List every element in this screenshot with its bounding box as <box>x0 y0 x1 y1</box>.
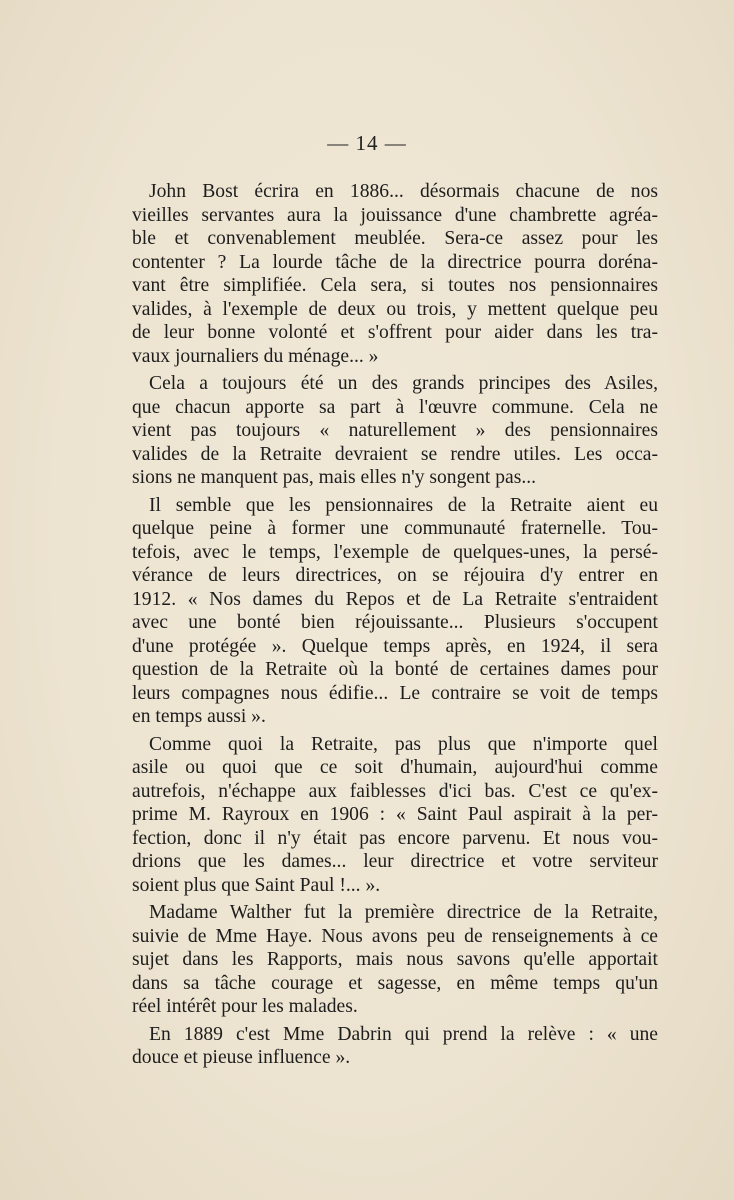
text-line: vérance de leurs directrices, on se réjouira d'y entrer en <box>132 565 658 586</box>
text-line: 1912. « Nos dames du Repos et de La Retraite s'entraident <box>132 588 658 610</box>
page-number: — 14 — <box>327 131 407 155</box>
text-line: dans sa tâche courage et sagesse, en même temps qu'un <box>132 972 658 994</box>
paragraph <box>132 901 658 1019</box>
text-line: réel intérêt pour les malades. <box>132 996 358 1017</box>
text-line: question de la Retraite où la bonté de certaines dames pour <box>132 659 658 680</box>
text-line: douce et pieuse influence ». <box>132 1047 351 1068</box>
text-line: ble et convenablement meublée. Sera-ce assez pour les <box>132 228 658 249</box>
text-line: Comme quoi la Retraite, pas plus que n'importe quel <box>149 733 658 755</box>
text-line: drions que les dames... leur directrice et votre serviteur <box>132 851 658 872</box>
text-line: sujet dans les Rapports, mais nous savons qu'elle apportait <box>132 949 658 970</box>
text-line: fection, donc il n'y était pas encore parvenu. Et nous vou- <box>132 827 658 849</box>
text-line: soient plus que Saint Paul !... ». <box>132 874 381 896</box>
text-line: contenter ? La lourde tâche de la directrice pourra doréna- <box>132 251 658 273</box>
text-line: vaux journaliers du ménage... » <box>132 345 379 367</box>
text-line: vant être simplifiée. Cela sera, si toutes nos pensionnaires <box>132 275 658 296</box>
text-line: Cela a toujours été un des grands principes des Asiles, <box>149 373 658 394</box>
text-line: de leur bonne volonté et s'offrent pour aider dans les tra- <box>132 322 658 343</box>
paragraph <box>132 372 658 490</box>
text-line: d'une protégée ». Quelque temps après, en 1924, il sera <box>132 635 658 657</box>
text-line: suivie de Mme Haye. Nous avons peu de renseignements à ce <box>132 925 658 947</box>
text-line: tefois, avec le temps, l'exemple de quelques-unes, la persé- <box>132 541 658 563</box>
text-line: En 1889 c'est Mme Dabrin qui prend la relève : « une <box>149 1023 658 1045</box>
text-line: John Bost écrira en 1886... désormais chacune de nos <box>149 181 658 202</box>
text-line: Madame Walther fut la première directrice de la Retraite, <box>149 902 658 923</box>
text-line: leurs compagnes nous édifie... Le contraire se voit de temps <box>132 682 658 704</box>
paragraph <box>132 1023 658 1070</box>
body-text <box>132 180 658 1074</box>
paragraph <box>132 180 658 368</box>
text-line: prime M. Rayroux en 1906 : « Saint Paul aspirait à la per- <box>132 804 658 825</box>
text-line: vient pas toujours « naturellement » des pensionnaires <box>132 420 658 441</box>
text-line: en temps aussi ». <box>132 706 266 727</box>
text-line: quelque peine à former une communauté fraternelle. Tou- <box>132 518 658 539</box>
text-line: Il semble que les pensionnaires de la Retraite aient eu <box>149 494 658 516</box>
text-line: que chacun apporte sa part à l'œuvre commune. Cela ne <box>132 396 658 418</box>
text-line: autrefois, n'échappe aux faiblesses d'ici bas. C'est ce qu'ex- <box>132 780 658 802</box>
paragraph <box>132 494 658 729</box>
text-line: valides, à l'exemple de deux ou trois, y mettent quelque peu <box>132 298 658 320</box>
text-line: valides de la Retraite devraient se rendre utiles. Les occa- <box>132 443 658 465</box>
text-line: vieilles servantes aura la jouissance d'une chambrette agréa- <box>132 204 658 226</box>
paragraph <box>132 733 658 898</box>
text-line: asile ou quoi que ce soit d'humain, aujourd'hui comme <box>132 757 658 778</box>
text-line: avec une bonté bien réjouissante... Plusieurs s'occupent <box>132 612 658 633</box>
text-line: sions ne manquent pas, mais elles n'y songent pas... <box>132 467 537 488</box>
